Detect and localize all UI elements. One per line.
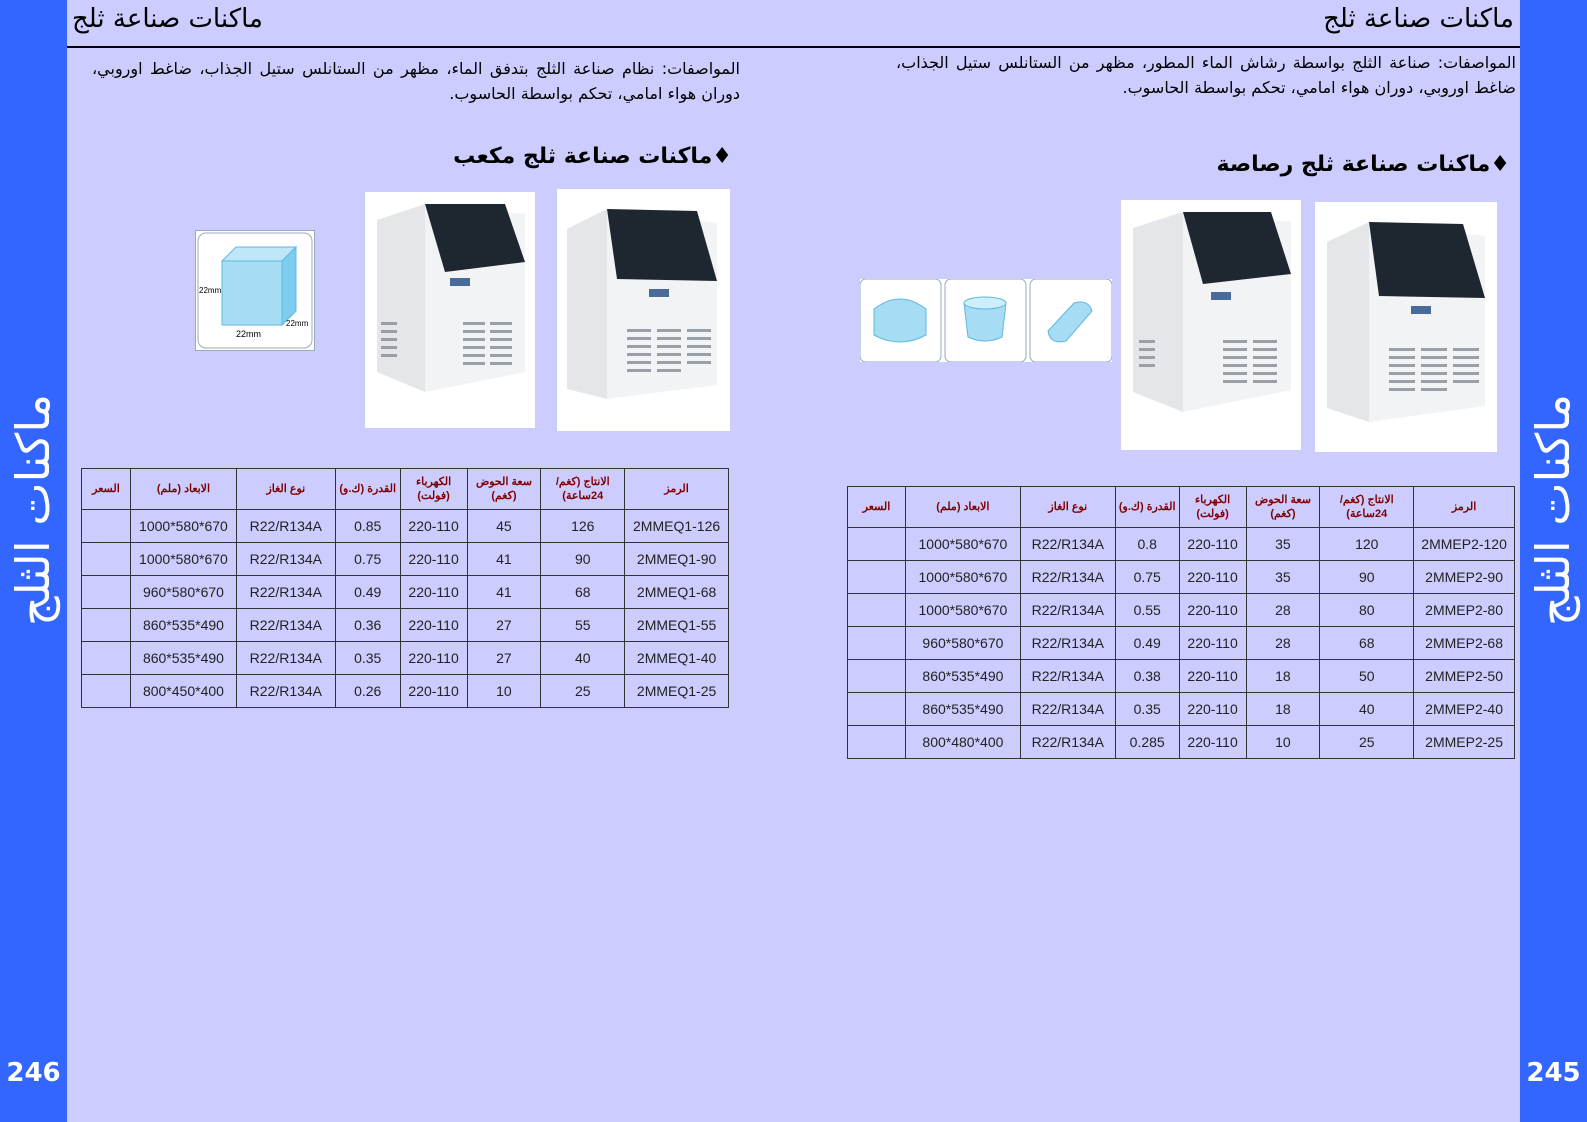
- table-cell: [82, 609, 131, 642]
- ice-machine-image: [365, 192, 535, 428]
- table-cell: 2MMEP2-120: [1414, 528, 1515, 561]
- table-cell: R22/R134A: [236, 609, 335, 642]
- table-cell: 220-110: [1179, 561, 1246, 594]
- table-cell: 18: [1246, 693, 1320, 726]
- table-cell: R22/R134A: [1020, 528, 1115, 561]
- table-cell: 0.35: [335, 642, 400, 675]
- table-row: [848, 693, 1515, 726]
- table-cell: 670*580*960: [130, 576, 236, 609]
- diamond-icon: ♦: [1490, 152, 1510, 177]
- left-spec-table: [81, 468, 729, 708]
- table-cell: R22/R134A: [1020, 594, 1115, 627]
- right-table-body: [848, 528, 1515, 759]
- table-cell: 2MMEP2-68: [1414, 627, 1515, 660]
- table-cell: 68: [1320, 627, 1414, 660]
- left-side-title: ماكنات الثلج: [6, 394, 60, 626]
- table-cell: R22/R134A: [1020, 726, 1115, 759]
- table-cell: 400*480*800: [905, 726, 1020, 759]
- table-cell: R22/R134A: [236, 543, 335, 576]
- table-row: [82, 576, 729, 609]
- table-cell: R22/R134A: [1020, 693, 1115, 726]
- table-cell: 670*580*1000: [905, 528, 1020, 561]
- table-row: [848, 627, 1515, 660]
- table-row: [82, 609, 729, 642]
- left-side-bar: [0, 0, 67, 1122]
- table-cell: 220-110: [1179, 594, 1246, 627]
- col-header: القدرة (ك.و): [335, 469, 400, 510]
- cube-depth-label: 22mm: [286, 319, 309, 328]
- table-cell: 55: [541, 609, 625, 642]
- left-spec-text: المواصفات: نظام صناعة الثلج بتدفق الماء، مظهر من الستانلس ستيل الجذاب، ضاغط اوروبي، دوران هواء امامي، تحكم بواسطة الحاسوب.: [92, 59, 740, 103]
- table-cell: 220-110: [400, 510, 467, 543]
- table-row: [82, 675, 729, 708]
- table-cell: 490*535*860: [905, 693, 1020, 726]
- table-cell: R22/R134A: [236, 510, 335, 543]
- cube-width-label: 22mm: [236, 329, 262, 339]
- left-table-body: [82, 510, 729, 708]
- table-cell: [848, 528, 906, 561]
- left-section-title: [432, 144, 732, 169]
- table-cell: 2MMEQ1-68: [625, 576, 729, 609]
- table-cell: 35: [1246, 561, 1320, 594]
- table-cell: 400*450*800: [130, 675, 236, 708]
- table-cell: 0.55: [1115, 594, 1179, 627]
- right-side-title: ماكنات الثلج: [1526, 394, 1580, 626]
- table-cell: 220-110: [1179, 528, 1246, 561]
- table-cell: 490*535*860: [130, 609, 236, 642]
- table-row: [848, 594, 1515, 627]
- cube-height-label: 22mm: [199, 286, 222, 295]
- table-cell: 2MMEP2-25: [1414, 726, 1515, 759]
- table-cell: [82, 543, 131, 576]
- table-cell: 2MMEP2-50: [1414, 660, 1515, 693]
- col-header: السعر: [82, 469, 131, 510]
- table-row: [848, 726, 1515, 759]
- table-cell: 0.35: [1115, 693, 1179, 726]
- table-cell: 41: [467, 543, 541, 576]
- table-row: [82, 510, 729, 543]
- table-cell: 220-110: [400, 576, 467, 609]
- table-cell: 45: [467, 510, 541, 543]
- right-section-label: ماكنات صناعة ثلج رصاصة: [1216, 152, 1491, 177]
- col-header: سعة الحوض (كغم): [467, 469, 541, 510]
- table-cell: 2MMEP2-90: [1414, 561, 1515, 594]
- table-cell: 25: [541, 675, 625, 708]
- table-cell: 2MMEQ1-25: [625, 675, 729, 708]
- table-cell: R22/R134A: [236, 576, 335, 609]
- table-cell: [82, 642, 131, 675]
- table-cell: 40: [541, 642, 625, 675]
- table-cell: 28: [1246, 594, 1320, 627]
- diamond-icon: ♦: [712, 144, 732, 169]
- table-cell: 490*535*860: [905, 660, 1020, 693]
- table-header-row: [82, 469, 729, 510]
- col-header: الكهرباء (فولت): [1179, 487, 1246, 528]
- table-cell: 670*580*1000: [130, 543, 236, 576]
- table-cell: 120: [1320, 528, 1414, 561]
- ice-machine-image: [1121, 200, 1301, 450]
- table-cell: 670*580*960: [905, 627, 1020, 660]
- right-section-title: [1200, 152, 1510, 177]
- table-cell: R22/R134A: [1020, 660, 1115, 693]
- table-cell: 670*580*1000: [905, 561, 1020, 594]
- right-page-title: ماكنات صناعة ثلج: [1323, 4, 1514, 34]
- table-cell: R22/R134A: [1020, 561, 1115, 594]
- table-cell: 0.49: [1115, 627, 1179, 660]
- left-section-label: ماكنات صناعة ثلج مكعب: [453, 144, 713, 169]
- table-cell: 27: [467, 609, 541, 642]
- table-cell: 0.36: [335, 609, 400, 642]
- table-cell: 28: [1246, 627, 1320, 660]
- table-cell: 68: [541, 576, 625, 609]
- col-header: الكهرباء (فولت): [400, 469, 467, 510]
- table-cell: 220-110: [400, 675, 467, 708]
- table-cell: 27: [467, 642, 541, 675]
- left-page-number: 246: [6, 1058, 61, 1088]
- table-cell: R22/R134A: [1020, 627, 1115, 660]
- right-side-bar: [1520, 0, 1587, 1122]
- table-cell: [848, 693, 906, 726]
- ice-machine-image: [557, 189, 730, 431]
- col-header: الرمز: [1414, 487, 1515, 528]
- table-cell: 490*535*860: [130, 642, 236, 675]
- table-cell: 670*580*1000: [905, 594, 1020, 627]
- table-cell: 2MMEQ1-90: [625, 543, 729, 576]
- table-cell: 0.38: [1115, 660, 1179, 693]
- table-cell: [848, 660, 906, 693]
- table-cell: [82, 576, 131, 609]
- table-cell: [82, 675, 131, 708]
- table-cell: 220-110: [400, 543, 467, 576]
- left-page-title: ماكنات صناعة ثلج: [72, 4, 263, 34]
- table-cell: 126: [541, 510, 625, 543]
- table-cell: 220-110: [1179, 627, 1246, 660]
- col-header: الانتاج (كغم/ 24ساعة): [1320, 487, 1414, 528]
- table-row: [848, 660, 1515, 693]
- table-cell: 80: [1320, 594, 1414, 627]
- table-cell: R22/R134A: [236, 642, 335, 675]
- col-header: السعر: [848, 487, 906, 528]
- table-cell: 670*580*1000: [130, 510, 236, 543]
- table-cell: 2MMEQ1-55: [625, 609, 729, 642]
- table-cell: 40: [1320, 693, 1414, 726]
- right-spec-table: [847, 486, 1515, 759]
- table-cell: 90: [1320, 561, 1414, 594]
- right-page-number: 245: [1526, 1058, 1581, 1088]
- table-cell: 2MMEP2-40: [1414, 693, 1515, 726]
- table-cell: 0.285: [1115, 726, 1179, 759]
- table-cell: 0.75: [335, 543, 400, 576]
- table-row: [82, 642, 729, 675]
- table-cell: 220-110: [400, 609, 467, 642]
- table-cell: [848, 627, 906, 660]
- table-cell: 0.75: [1115, 561, 1179, 594]
- table-cell: 2MMEP2-80: [1414, 594, 1515, 627]
- col-header: الرمز: [625, 469, 729, 510]
- table-row: [848, 528, 1515, 561]
- table-cell: 50: [1320, 660, 1414, 693]
- table-cell: 41: [467, 576, 541, 609]
- col-header: الابعاد (ملم): [130, 469, 236, 510]
- col-header: سعة الحوض (كغم): [1246, 487, 1320, 528]
- table-cell: 10: [1246, 726, 1320, 759]
- bullet-ice-diagram: [860, 279, 1112, 362]
- table-cell: 2MMEQ1-40: [625, 642, 729, 675]
- table-cell: 220-110: [1179, 726, 1246, 759]
- table-cell: 25: [1320, 726, 1414, 759]
- table-cell: 18: [1246, 660, 1320, 693]
- right-spec-text: المواصفات: صناعة الثلج بواسطة رشاش الماء المطور، مظهر من الستانلس ستيل الجذاب، ضاغط اوروبي، دوران هواء امامي، تحكم بواسطة الحاسوب.: [896, 53, 1516, 97]
- table-cell: R22/R134A: [236, 675, 335, 708]
- table-cell: 0.26: [335, 675, 400, 708]
- cube-ice-diagram: [195, 230, 315, 351]
- table-cell: [848, 594, 906, 627]
- table-cell: 10: [467, 675, 541, 708]
- col-header: نوع الغاز: [1020, 487, 1115, 528]
- col-header: نوع الغاز: [236, 469, 335, 510]
- table-cell: 0.49: [335, 576, 400, 609]
- table-cell: [848, 561, 906, 594]
- table-row: [82, 543, 729, 576]
- table-cell: 220-110: [400, 642, 467, 675]
- table-cell: 2MMEQ1-126: [625, 510, 729, 543]
- table-header-row: [848, 487, 1515, 528]
- ice-machine-image: [1315, 202, 1497, 452]
- table-cell: [82, 510, 131, 543]
- table-cell: 90: [541, 543, 625, 576]
- table-cell: 0.85: [335, 510, 400, 543]
- table-cell: 35: [1246, 528, 1320, 561]
- col-header: الانتاج (كغم/ 24ساعة): [541, 469, 625, 510]
- table-cell: 220-110: [1179, 660, 1246, 693]
- table-cell: 0.8: [1115, 528, 1179, 561]
- table-cell: [848, 726, 906, 759]
- header-divider: [67, 46, 1520, 48]
- table-cell: 220-110: [1179, 693, 1246, 726]
- col-header: القدرة (ك.و): [1115, 487, 1179, 528]
- table-row: [848, 561, 1515, 594]
- col-header: الابعاد (ملم): [905, 487, 1020, 528]
